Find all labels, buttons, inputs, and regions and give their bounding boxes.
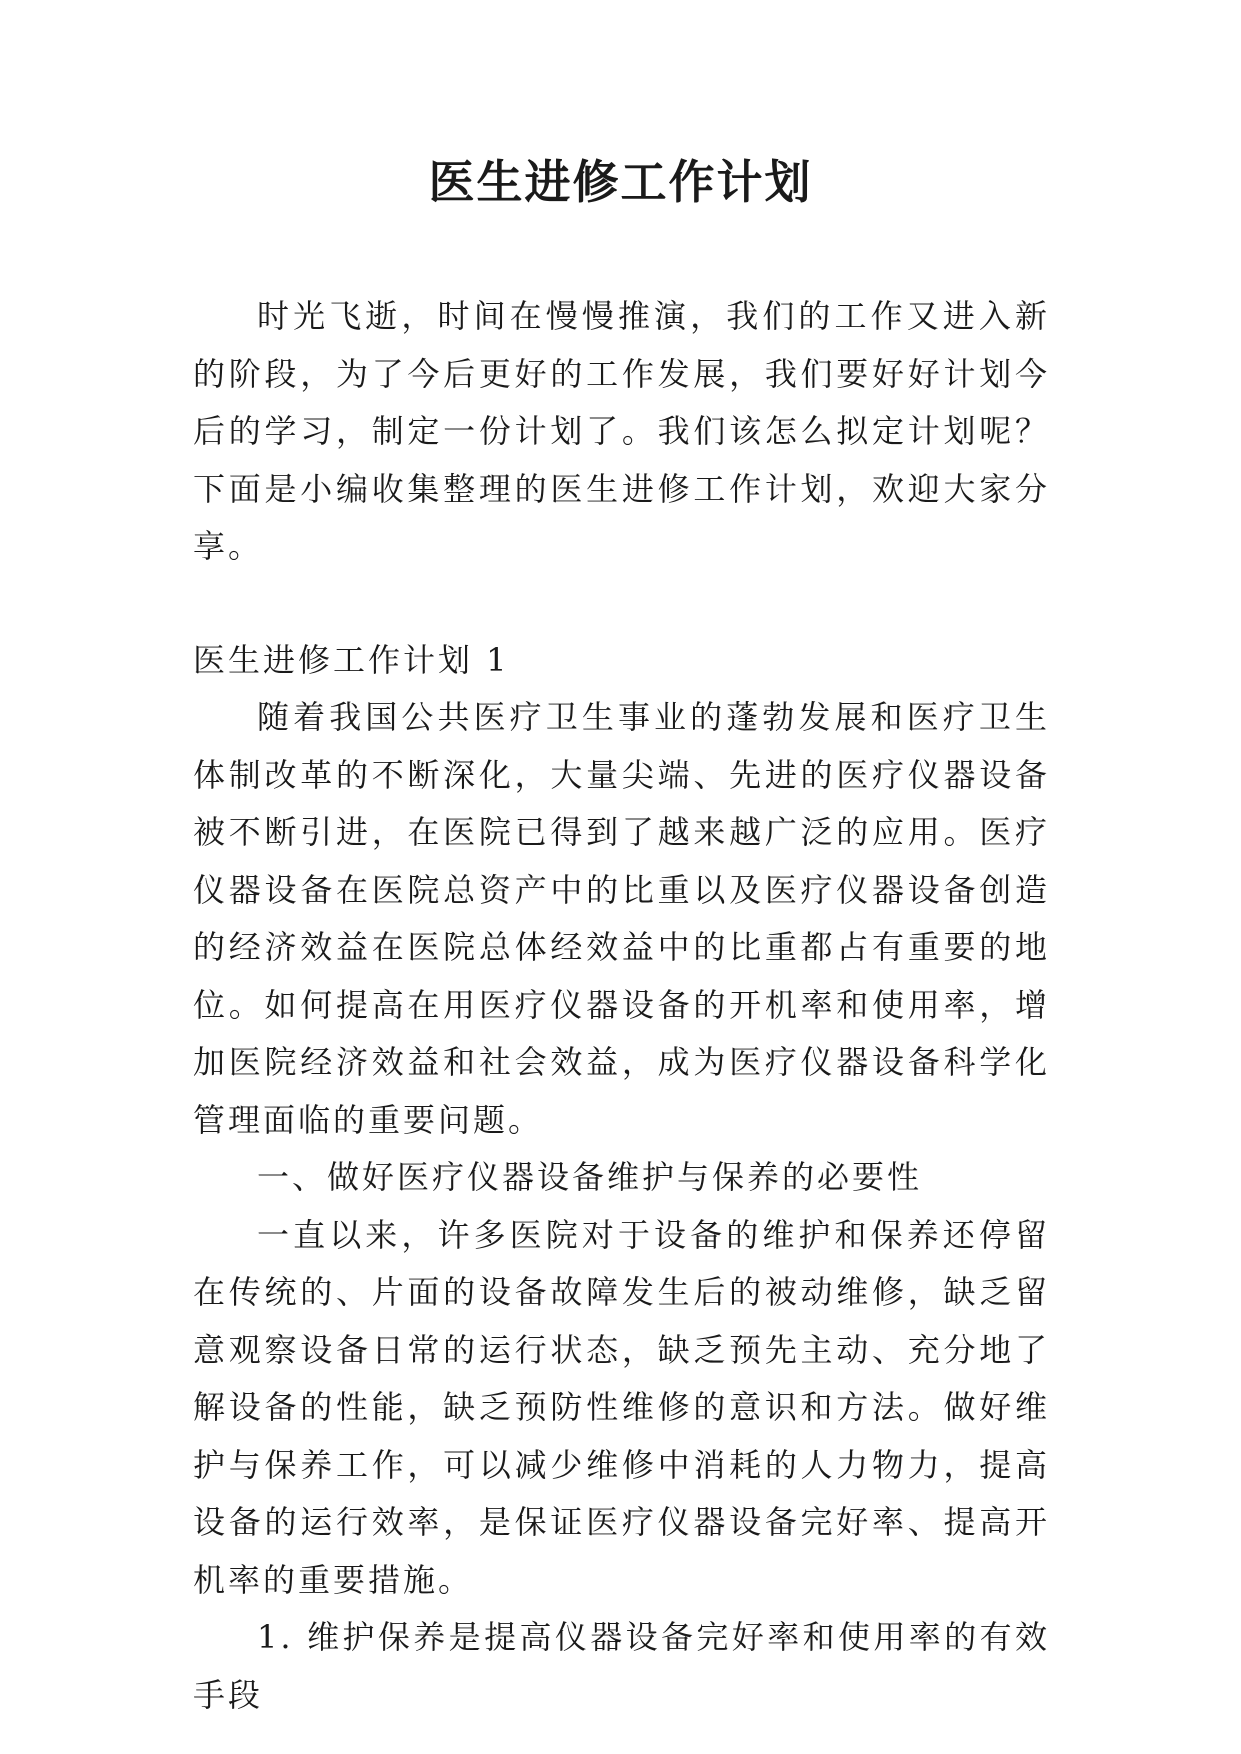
body-paragraph: 一直以来，许多医院对于设备的维护和保养还停留在传统的、片面的设备故障发生后的被动维修，缺乏留意观察设备日常的运行状态，缺乏预先主动、充分地了解设备的性能，缺乏预防性维修的意识和方法。做好维护与保养工作，可以减少维修中消耗的人力物力，提高设备的运行效率，是保证医疗仪器设备完好率、提高开机率的重要措施。 xyxy=(193,1215,1050,1599)
body-paragraph: 随着我国公共医疗卫生事业的蓬勃发展和医疗卫生体制改革的不断深化，大量尖端、先进的医疗仪器设备被不断引进，在医院已得到了越来越广泛的应用。医疗仪器设备在医院总资产中的比重以及医疗仪器设备创造的经济效益在医院总体经效益中的比重都占有重要的地位。如何提高在用医疗仪器设备的开机率和使用率，增加医院经济效益和社会效益，成为医疗仪器设备科学化管理面临的重要问题。 xyxy=(193,698,1050,1139)
numbered-item: 1. 维护保养是提高仪器设备完好率和使用率的有效手段 xyxy=(193,1618,1050,1714)
section-heading: 医生进修工作计划 1 xyxy=(193,640,510,679)
intro-paragraph: 时光飞逝，时间在慢慢推演，我们的工作又进入新的阶段，为了今后更好的工作发展，我们要好好计划今后的学习，制定一份计划了。我们该怎么拟定计划呢？下面是小编收集整理的医生进修工作计划，欢迎大家分享。 xyxy=(193,297,1050,565)
paragraph-gap xyxy=(193,576,1050,632)
document-title: 医生进修工作计划 xyxy=(428,155,813,209)
subsection-heading: 一、做好医疗仪器设备维护与保养的必要性 xyxy=(257,1158,923,1196)
document-body xyxy=(193,288,1050,1724)
